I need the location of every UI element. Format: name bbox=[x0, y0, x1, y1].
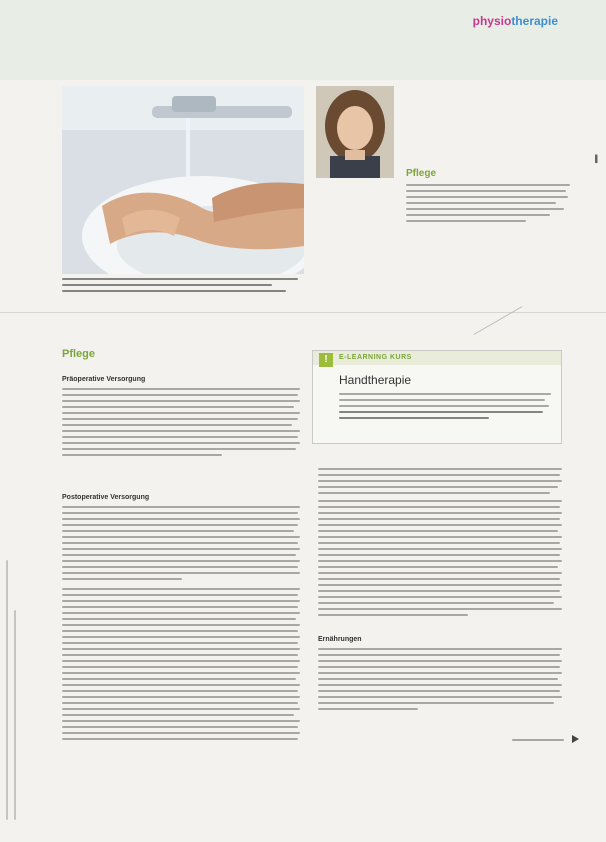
section-divider bbox=[0, 312, 606, 313]
section-title bbox=[473, 14, 558, 28]
photo-hand-washing bbox=[62, 86, 304, 274]
column-left-part1 bbox=[62, 388, 302, 460]
section-title-part2: therapie bbox=[511, 14, 558, 28]
column-left-part2 bbox=[62, 506, 302, 744]
section-title-part1: physio bbox=[472, 14, 512, 28]
subhead-postoperative: Postoperative Versorgung bbox=[62, 494, 150, 501]
subhead-ernaehrungen: Ernährungen bbox=[318, 636, 362, 643]
exclamation-icon: ! bbox=[319, 353, 333, 367]
author-signature bbox=[512, 736, 564, 745]
top-band bbox=[0, 0, 606, 80]
photo-caption bbox=[62, 278, 302, 296]
vertical-margin-text bbox=[0, 430, 30, 840]
elearning-title: Handtherapie bbox=[339, 373, 412, 387]
column-right-part2 bbox=[318, 648, 564, 714]
continue-arrow-icon[interactable] bbox=[572, 735, 579, 743]
subhead-preoperative: Präoperative Versorgung bbox=[62, 376, 146, 383]
aside-text bbox=[406, 184, 574, 226]
decorative-stroke bbox=[474, 306, 523, 335]
portrait-illustration bbox=[316, 86, 394, 178]
column-right-part1 bbox=[318, 468, 564, 620]
elearning-label: E-LEARNING KURS bbox=[339, 354, 412, 361]
author-portrait bbox=[316, 86, 394, 178]
elearning-box bbox=[312, 350, 562, 444]
elearning-text bbox=[339, 393, 553, 423]
article-title: Pflege bbox=[62, 348, 96, 360]
hand-washing-illustration bbox=[62, 86, 304, 274]
page-number-marker: ▌ bbox=[595, 156, 600, 163]
aside-title: Pflege bbox=[406, 168, 437, 179]
